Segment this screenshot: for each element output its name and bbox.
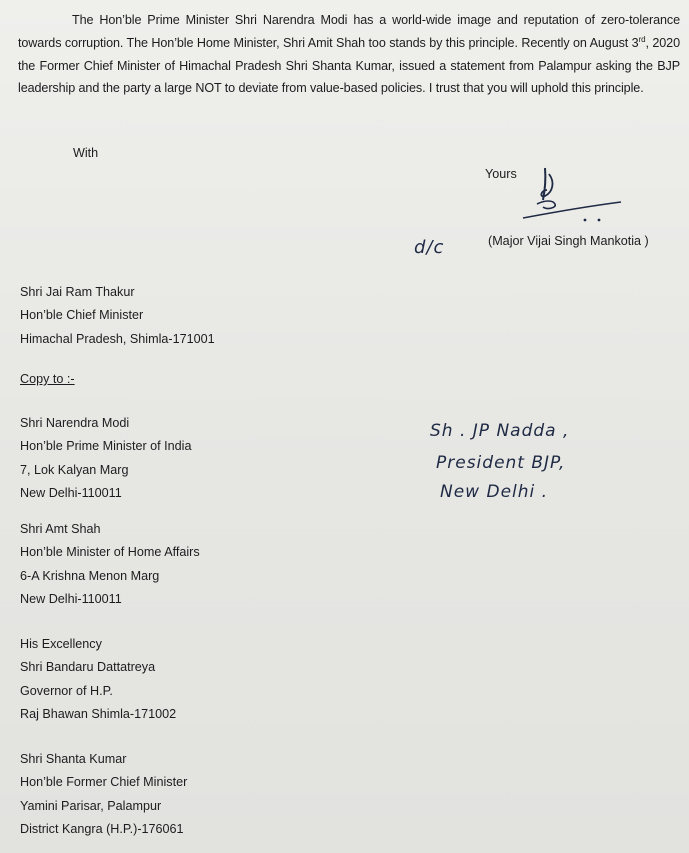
body-paragraph (18, 9, 680, 100)
recipient-line: District Kangra (H.P.)-176061 (20, 821, 184, 836)
paragraph-text: The Hon’ble Prime Minister Shri Narendra Modi has a world-wide image and reputation of zero-tolerance towards corruption. The Hon’ble Home Minister, Shri Amit Shah too stands by this principle. Recently on August 3 (18, 13, 680, 50)
recipient-line: 6-A Krishna Menon Marg (20, 568, 160, 583)
recipient-block (20, 748, 187, 841)
recipient-line: Raj Bhawan Shimla-171002 (20, 706, 177, 721)
recipient-block (20, 412, 192, 505)
recipient-line: Hon’ble Former Chief Minister (20, 775, 188, 790)
recipient-line: Shri Narendra Modi (20, 416, 130, 430)
recipient-line: Shri Amt Shah (20, 522, 101, 536)
handwritten-note-line: President BJP, (436, 453, 566, 473)
addressee-block (20, 281, 215, 351)
copy-to-label: Copy to :- (20, 372, 75, 386)
signatory-name: (Major Vijai Singh Mankotia ) (488, 234, 649, 248)
recipient-line: Governor of H.P. (20, 683, 113, 698)
ordinal-suffix: rd (638, 34, 646, 44)
recipient-line: 7, Lok Kalyan Marg (20, 462, 129, 477)
closing-yours: Yours (485, 167, 517, 181)
recipient-block (20, 633, 176, 726)
paragraph-text-continued: , 2020 the Former Chief Minister of Himachal Pradesh Shri Shanta Kumar, issued a statement from Palampur asking the BJP leadership and the party a large NOT to deviate from value-based policies. I trust that you will uphold this principle. (18, 35, 680, 96)
closing-with: With (73, 146, 99, 160)
recipient-line: New Delhi-110011 (20, 591, 122, 606)
recipient-line: Hon’ble Minister of Home Affairs (20, 545, 200, 560)
recipient-line: Shri Shanta Kumar (20, 752, 127, 766)
recipient-line: New Delhi-110011 (20, 485, 122, 500)
recipient-line: Hon’ble Prime Minister of India (20, 439, 192, 454)
addressee-line: Shri Jai Ram Thakur (20, 285, 135, 299)
recipient-line: Yamini Parisar, Palampur (20, 798, 162, 813)
addressee-line: Himachal Pradesh, Shimla-171001 (20, 331, 215, 346)
recipient-line: Shri Bandaru Dattatreya (20, 660, 156, 675)
handwritten-note-line: Sh . JP Nadda , (430, 421, 570, 441)
dc-handwritten-mark: d/c (414, 237, 445, 258)
signature-mark (515, 160, 625, 230)
addressee-line: Hon’ble Chief Minister (20, 308, 144, 323)
recipient-block (20, 518, 200, 611)
recipient-line: His Excellency (20, 637, 102, 651)
handwritten-note-line: New Delhi . (440, 482, 549, 502)
